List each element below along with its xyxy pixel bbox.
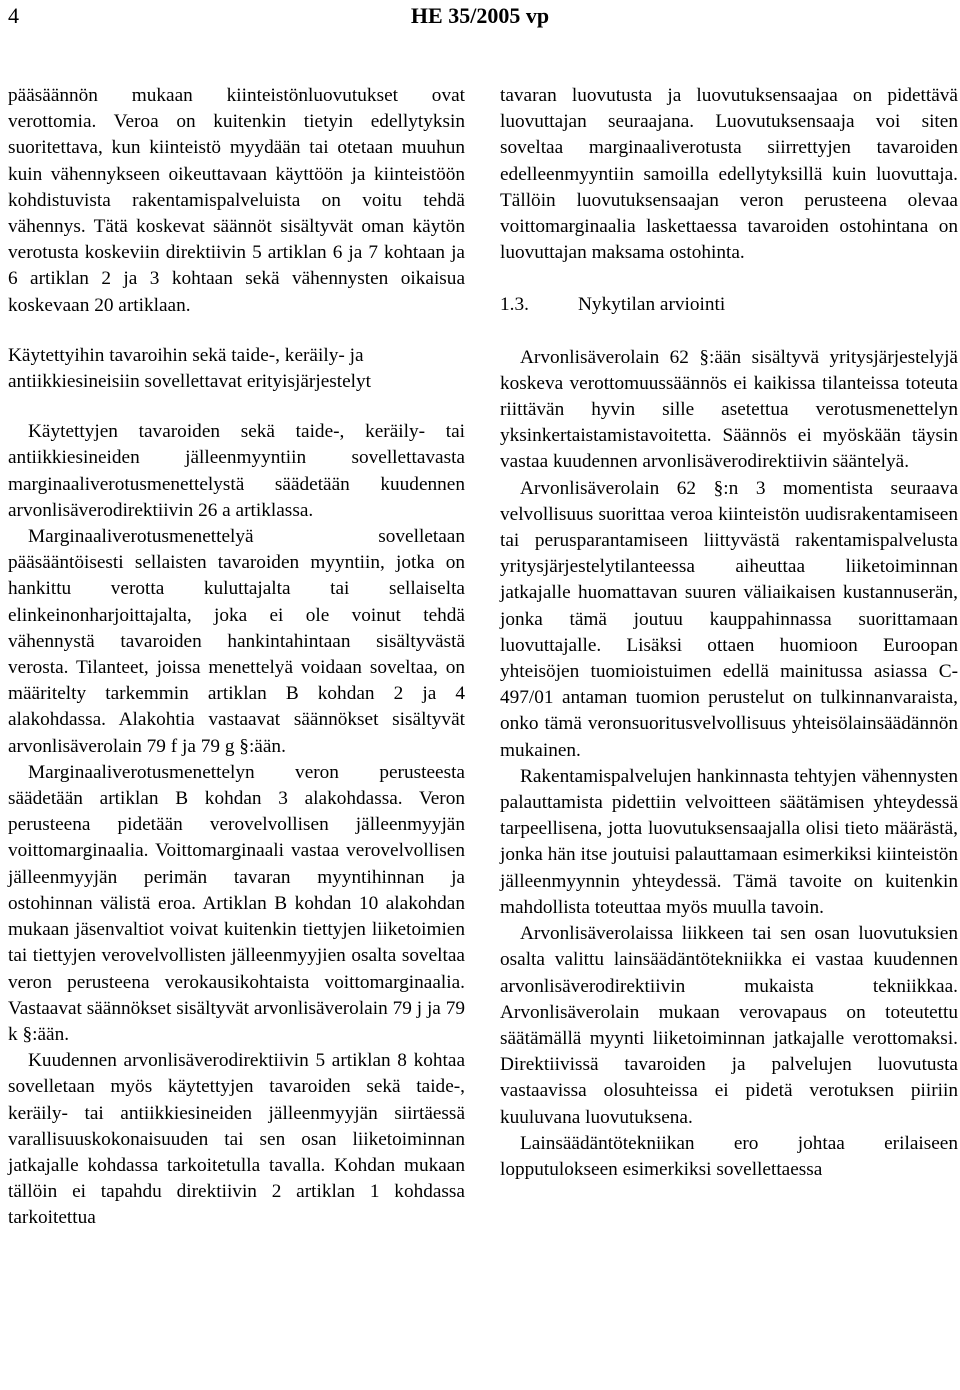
left-paragraph-4: Marginaaliverotusmenettelyn veron perusteesta säädetään artiklan B kohdan 3 alakohdassa. Veron perusteena pidetään verovelvollisen jälleenmyyjän voittomarginaalia. Voittomarginaali vastaa verovelvollisen jälleenmyyjän perimän tavaran myyntihinnan ja ostohinnan välistä eroa. Artiklan B kohdan 10 alakohdan mukaan jäsenvaltiot voivat kuitenkin tiettyjen liiketoimien tai tiettyjen verovelvollisten jälleenmyyjien osalta soveltaa veron perusteena verokausikohtaista voittomarginaalia. Vastaavat säännökset sisältyvät arvonlisäverolain 79 j ja 79 k §:ään. xyxy=(8,761,465,1045)
subheading-used-goods: Käytettyihin tavaroihin sekä taide-, keräily- ja antiikkiesineisiin sovellettavat erityisjärjestelyt xyxy=(8,344,372,393)
right-paragraph-4: Rakentamispalvelujen hankinnasta tehtyjen vähennysten palauttamista pidettiin velvoitteen säätämisen yhteydessä tarpeellisena, jotta luovutuksensaajalla olisi tieto määrästä, jonka hän itse joutuisi palauttamaan esimerkiksi kiinteistön jälleenmyynnin yhteydessä. Tämä tavoite on kuitenkin mahdollista toteuttaa myös muulla tavoin. xyxy=(500,765,958,918)
right-paragraph-6: Lainsäädäntötekniikan ero johtaa erilaiseen lopputulokseen esimerkiksi sovellettaessa xyxy=(500,1132,958,1180)
right-paragraph-5: Arvonlisäverolaissa liikkeen tai sen osan luovutuksien osalta valittu lainsäädäntötekniikka ei vastaa kuudennen arvonlisäverodirektiivin mukaista tekniikkaa. Arvonlisäverolain mukaan verovapaus on toteutettu säätämällä myynti liiketoiminnan jatkajalle verottomaksi. Direktiivissä tavaroiden ja palvelujen luovutusta vastaavissa olosuhteissa ei pidetä verotuksen piiriin kuuluvana luovutuksena. xyxy=(500,923,958,1128)
left-column xyxy=(8,83,465,1232)
left-paragraph-2: Käytettyjen tavaroiden sekä taide-, keräily- tai antiikkiesineiden jälleenmyyntiin sovellettavasta marginaaliverotusmenettelystä säädetään kuudennen arvonlisäverodirektiivin 26 a artiklassa. xyxy=(8,421,465,521)
right-paragraph-3: Arvonlisäverolain 62 §:n 3 momentista seuraava velvollisuus suorittaa veroa kiinteistön uudisrakentamiseen tai perusparantamiseen liittyvästä rakentamispalvelusta yritysjärjestelytilanteessa aiheuttaa liiketoiminnan jatkajalle huomattavan suuren väliaikaisen kustannuserän, jonka tämä joutuu kauppahinnassa suorittamaan luovuttajalle. Lisäksi ottaen huomioon Euroopan yhteisöjen tuomioistuimen edellä mainitussa asiassa C-497/01 antaman tuomion perustelut on tulkinnanvaraista, onko tämä veronsuoritusvelvollisuus yhteisölainsäädännön mukainen. xyxy=(500,477,958,761)
right-paragraph-2: Arvonlisäverolain 62 §:ään sisältyvä yritysjärjestelyjä koskeva verottomuussäännös ei kaikissa tilanteissa toteuta riittävän hyvin sille asetettua verotusmenettelyn yksinkertaistamistavoitetta. Säännös ei myöskään täysin vastaa kuudennen arvonlisäverodirektiivin sääntelyä. xyxy=(500,346,958,473)
right-column xyxy=(500,83,958,1183)
document-id: HE 35/2005 vp xyxy=(410,3,550,28)
page-header xyxy=(0,0,960,40)
section-heading xyxy=(500,292,958,318)
right-paragraph-1: tavaran luovutusta ja luovutuksensaajaa on pidettävä luovuttajan seuraajana. Luovutuksensaaja voi siten soveltaa marginaaliverotusta siirrettyjen tavaroiden edelleenmyyntiin samoilla edellytyksillä kuin luovuttaja. Tällöin luovutuksensaajan veron perusteena olevaa voittomarginaalia laskettaessa tavaroiden ostohintana on luovuttajan maksama ostohinta. xyxy=(500,85,958,264)
section-title: Nykytilan arviointi xyxy=(578,294,726,316)
left-paragraph-1: pääsäännön mukaan kiinteistönluovutukset ovat verottomia. Veroa on kuitenkin tietyin edellytyksin suoritettava, kun kiinteistö myydään tai otetaan muuhun kuin vähennykseen oikeuttavaan käyttöön ja kiinteistöön kohdistuvista rakentamispalveluista on voitu tehdä vähennys. Tätä koskevat säännöt sisältyvät oman käytön verotusta koskeviin direktiivin 5 artiklan 6 ja 7 kohtaan ja 6 artiklan 2 ja 3 kohtaan sekä vähennysten oikaisua koskevaan 20 artiklaan. xyxy=(8,85,465,316)
left-paragraph-3: Marginaaliverotusmenettelyä sovelletaan pääsääntöisesti sellaisten tavaroiden myyntiin, jotka on hankittu verotta kuluttajalta tai sellaiselta elinkeinonharjoittajalta, joka ei ole voinut tehdä vähennystä tavaroiden hankintahintaan sisältyvästä verosta. Tilanteet, joissa menettelyä voidaan soveltaa, on määritelty tarkemmin artiklan B kohdan 2 ja 4 alakohdassa. Alakohtia vastaavat säännökset sisältyvät arvonlisäverolain 79 f ja 79 g §:ään. xyxy=(8,526,465,757)
left-paragraph-5: Kuudennen arvonlisäverodirektiivin 5 artiklan 8 kohtaa sovelletaan myös käytettyjen tavaroiden sekä taide-, keräily- tai antiikkiesineiden jälleenmyyjän siirtäessä varallisuuskokonaisuuden tai sen osan liiketoiminnan jatkajalle kohdassa tarkoitetulla tavalla. Kohdan mukaan tällöin ei tapahdu direktiivin 2 artiklan 1 kohdassa tarkoitettua xyxy=(8,1050,465,1229)
page-number: 4 xyxy=(8,3,19,28)
section-number: 1.3. xyxy=(500,294,529,316)
